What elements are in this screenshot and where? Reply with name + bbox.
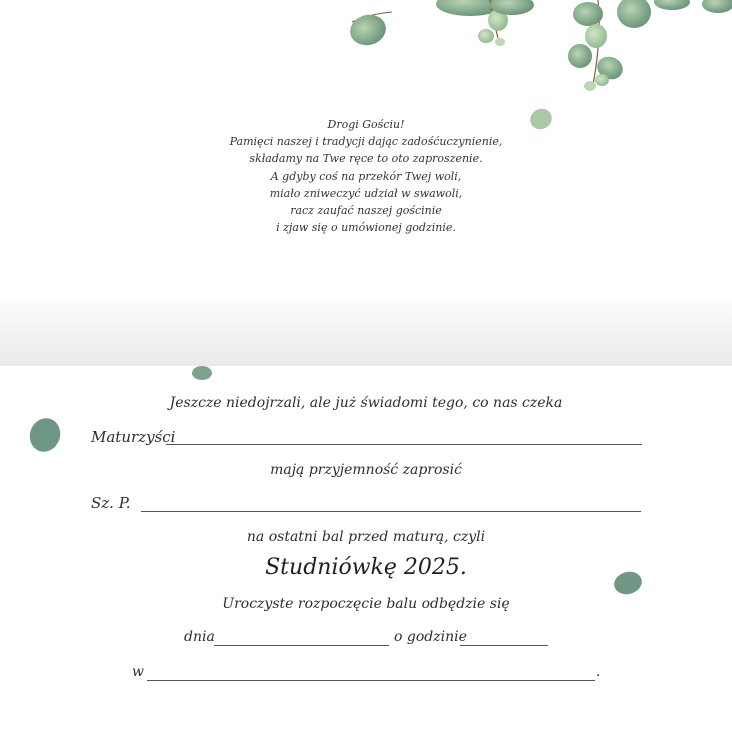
poem-line: składamy na Twe ręce to oto zaproszenie. — [249, 152, 483, 166]
poem-line: Drogi Gościu! — [327, 118, 405, 131]
poem-line: A gdyby coś na przekór Twej woli, — [270, 169, 462, 183]
poem-line: miało zniweczyć udział w swawoli, — [269, 186, 463, 200]
date-fill-line[interactable] — [214, 645, 389, 646]
place-label: w — [132, 664, 144, 680]
event-title: Studniówkę 2025. — [265, 555, 467, 580]
graduates-label: Maturzyści — [91, 428, 176, 446]
guest-name-fill-line[interactable] — [141, 511, 641, 512]
leaf-decoration-2 — [190, 366, 214, 382]
graduates-fill-line[interactable] — [166, 444, 642, 445]
poem-line: racz zaufać naszej gościnie — [290, 204, 442, 218]
start-text: Uroczyste rozpoczęcie balu odbędzie się — [222, 596, 510, 612]
time-label: o godzinie — [394, 629, 467, 645]
event-intro: na ostatni bal przed maturą, czyli — [246, 529, 486, 545]
leaf-decoration-3 — [28, 416, 62, 454]
place-fill-line[interactable] — [147, 680, 595, 681]
invitation-intro: Jeszcze niedojrzali, ale już świadomi tego, co nas czeka — [169, 395, 563, 411]
place-end-dot: . — [596, 664, 601, 680]
eucalyptus-branch-illustration — [340, 0, 732, 100]
inner-bottom-panel — [0, 366, 732, 732]
invite-text: mają przyjemność zaprosić — [270, 462, 462, 478]
leaf-decoration-1 — [528, 106, 554, 132]
guest-label: Sz. P. — [91, 494, 131, 512]
time-fill-line[interactable] — [460, 645, 548, 646]
poem-line: Pamięci naszej i tradycji dając zadośćuczynienie, — [229, 135, 503, 149]
date-label: dnia — [184, 629, 215, 645]
poem-line: i zjaw się o umówionej godzinie. — [276, 221, 456, 235]
welcome-poem — [216, 116, 516, 236]
